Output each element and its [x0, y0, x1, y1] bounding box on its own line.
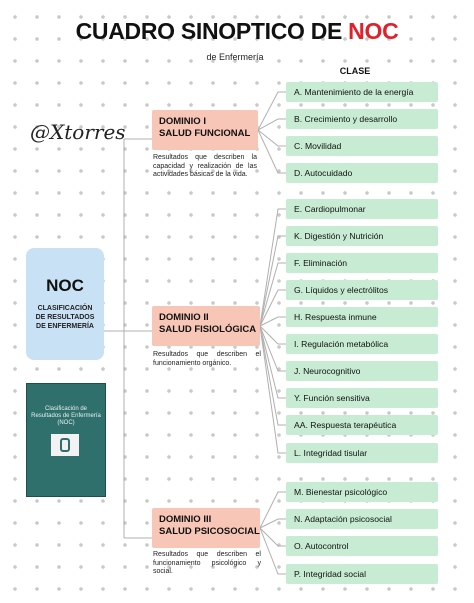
page-subtitle: de Enfermería — [206, 52, 264, 62]
class-box: J. Neurocognitivo — [286, 361, 438, 381]
class-box: C. Movilidad — [286, 136, 438, 156]
domain-2-line2: SALUD FISIOLÓGICA — [159, 324, 257, 335]
class-box: E. Cardiopulmonar — [286, 199, 438, 219]
class-box: AA. Respuesta terapéutica — [286, 415, 438, 435]
class-box: F. Eliminación — [286, 253, 438, 273]
root-node — [26, 248, 104, 360]
book-cover-image — [26, 383, 106, 497]
domain-box-1 — [152, 110, 258, 150]
class-box: L. Integridad tisular — [286, 443, 438, 463]
domain-2-description: Resultados que describen el funcionamiento orgánico. — [153, 351, 261, 367]
domain-1-line2: SALUD FUNCIONAL — [159, 128, 251, 139]
class-box: N. Adaptación psicosocial — [286, 509, 438, 529]
domain-1-description: Resultados que describen la capacidad y realización de las actividades básicas de la vida. — [153, 154, 257, 178]
domain-2-line1: DOMINIO II — [159, 312, 209, 323]
class-connector — [260, 528, 286, 574]
author-handle: @Xtorres — [30, 120, 126, 144]
class-box: M. Bienestar psicológico — [286, 482, 438, 502]
domain-3-line1: DOMINIO III — [159, 514, 212, 525]
class-connector — [260, 492, 286, 528]
domain-1-line1: DOMINIO I — [159, 116, 206, 127]
class-box: D. Autocuidado — [286, 163, 438, 183]
domain-3-description: Resultados que describen el funcionamiento psicológico y social. — [153, 551, 261, 575]
book-logo-icon — [51, 434, 79, 456]
page-title: CUADRO SINOPTICO DE NOC — [75, 18, 399, 44]
class-box: H. Respuesta inmune — [286, 307, 438, 327]
class-box: K. Digestión y Nutrición — [286, 226, 438, 246]
class-box: O. Autocontrol — [286, 536, 438, 556]
root-subtitle: CLASIFICACIÓN DE RESULTADOS DE ENFERMERÍA — [35, 305, 95, 330]
domain-box-2 — [152, 306, 260, 346]
class-box: P. Integridad social — [286, 564, 438, 584]
class-connector — [258, 130, 286, 173]
class-box: I. Regulación metabólica — [286, 334, 438, 354]
title-accent: NOC — [348, 18, 399, 44]
class-connector — [258, 119, 286, 130]
class-connector — [258, 92, 286, 130]
column-label: CLASE — [339, 66, 371, 76]
class-box: G. Líquidos y electrólitos — [286, 280, 438, 300]
root-title: NOC — [46, 276, 84, 295]
class-box: B. Crecimiento y desarrollo — [286, 109, 438, 129]
domain-box-3 — [152, 508, 260, 548]
class-box: Y. Función sensitiva — [286, 388, 438, 408]
class-box: A. Mantenimiento de la energía — [286, 82, 438, 102]
book-title: Clasificación de Resultados de Enfermería (NOC) — [31, 406, 101, 426]
domain-3-line2: SALUD PSICOSOCIAL — [159, 526, 260, 537]
